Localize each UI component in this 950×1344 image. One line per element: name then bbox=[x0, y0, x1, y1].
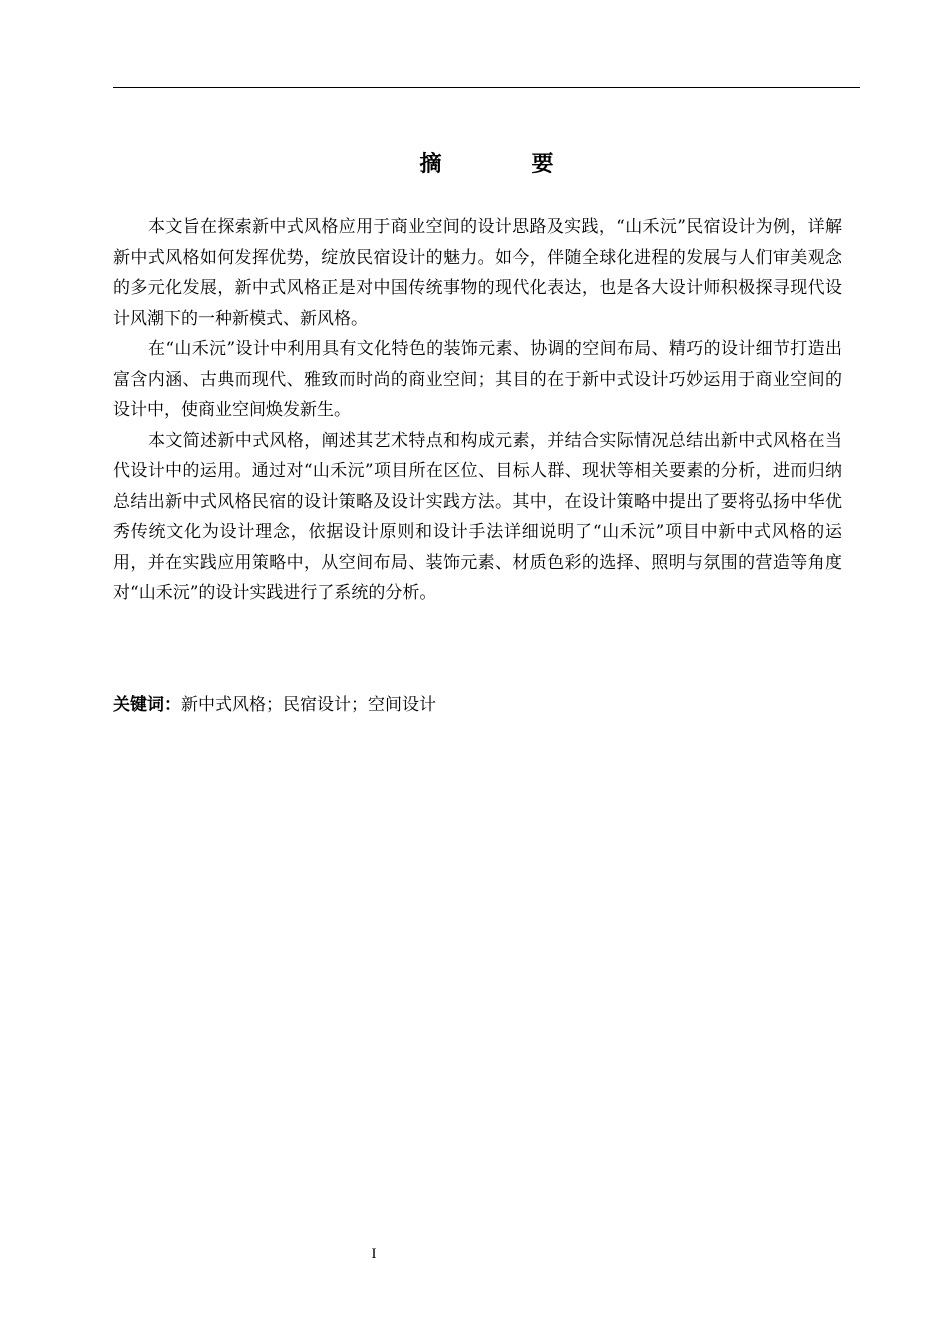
keywords-label: 关键词： bbox=[113, 695, 181, 715]
keywords-line bbox=[113, 691, 842, 719]
page-number: I bbox=[371, 1246, 377, 1262]
keywords-value: 新中式风格；民宿设计；空间设计 bbox=[181, 695, 436, 715]
abstract-paragraph: 本文简述新中式风格，阐述其艺术特点和构成元素，并结合实际情况总结出新中式风格在当代设计中的运用。通过对“山禾沅”项目所在区位、目标人群、现状等相关要素的分析，进而归纳总结出新中式风格民宿的设计策略及设计实践方法。其中，在设计策略中提出了要将弘扬中华优秀传统文化为设计理念，依据设计原则和设计手法详细说明了“山禾沅”项目中新中式风格的运用，并在实践应用策略中，从空间布局、装饰元素、材质色彩的选择、照明与氛围的营造等角度对“山禾沅”的设计实践进行了系统的分析。 bbox=[113, 430, 842, 603]
abstract-title: 摘 要 bbox=[419, 151, 588, 177]
header-rule bbox=[113, 87, 860, 88]
abstract-paragraph: 本文旨在探索新中式风格应用于商业空间的设计思路及实践，“山禾沅”民宿设计为例，详解新中式风格如何发挥优势，绽放民宿设计的魅力。如今，伴随全球化进程的发展与人们审美观念的多元化发展，新中式风格正是对中国传统事物的现代化表达，也是各大设计师积极探寻现代设计风潮下的一种新模式、新风格。 bbox=[113, 217, 842, 329]
abstract-body bbox=[113, 212, 842, 609]
abstract-paragraph: 在“山禾沅”设计中利用具有文化特色的装饰元素、协调的空间布局、精巧的设计细节打造出富含内涵、古典而现代、雅致而时尚的商业空间；其目的在于新中式设计巧妙运用于商业空间的设计中，使商业空间焕发新生。 bbox=[113, 339, 842, 420]
